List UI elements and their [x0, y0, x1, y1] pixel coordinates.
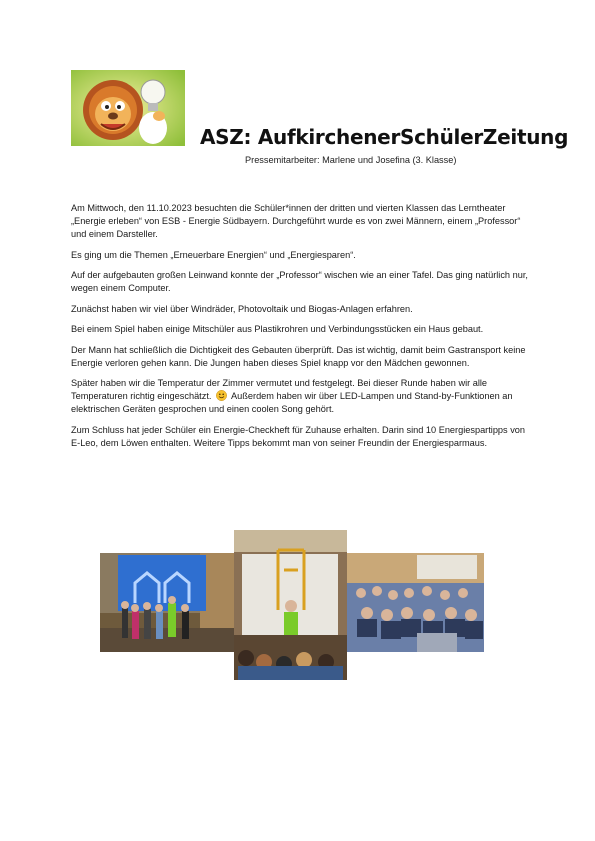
paragraph-temperature — [71, 377, 531, 416]
smiley-icon — [216, 390, 227, 401]
paragraph-text: Außerdem haben wir über LED-Lampen und Stand-by-Funktionen an elektrischen Geräten gesprochen und einen coolen Song gehört. — [71, 391, 513, 415]
paragraph: Am Mittwoch, den 11.10.2023 besuchten die Schüler*innen der dritten und vierten Klassen das Lerntheater „Energie erleben“ von ESB - Energie Südbayern. Durchgeführt wurde es von zwei Männern, einem „Professor“ und einem Darsteller. — [71, 203, 521, 240]
paragraph: Es ging um die Themen „Erneuerbare Energien“ und „Energiesparen“. — [71, 249, 356, 260]
photo-audience-students — [347, 553, 484, 652]
paragraph-text: Später haben wir die Temperatur der Zimmer vermutet und festgelegt. Bei dieser Runde haben wir alle Temperaturen richtig eingeschätzt. — [71, 378, 488, 402]
paragraph: Auf der aufgebauten großen Leinwand konnte der „Professor“ wischen wie an einer Tafel. Das ging natürlich nur, wegen einem Computer. — [71, 270, 528, 294]
photo-performer-with-pipes — [234, 530, 347, 680]
paragraph: Der Mann hat schließlich die Dichtigkeit des Gebauten überprüft. Das ist wichtig, damit beim Gastransport keine Energie verloren gehen kann. Die Jungen haben dieses Spiel knapp vor den Mädchen gewonnen. — [71, 344, 526, 368]
paragraph: Bei einem Spiel haben einige Mitschüler aus Plastikrohren und Verbindungsstücken ein Haus gebaut. — [71, 324, 484, 335]
photo-presentation-screen — [100, 553, 234, 652]
article-body — [71, 202, 531, 458]
byline: Pressemitarbeiter: Marlene und Josefina (3. Klasse) — [245, 155, 457, 165]
paragraph: Zunächst haben wir viel über Windräder, Photovoltaik und Biogas-Anlagen erfahren. — [71, 303, 413, 314]
lion-mascot-logo — [71, 70, 185, 146]
page-title: ASZ: AufkirchenerSchülerZeitung — [200, 125, 569, 149]
paragraph: Zum Schluss hat jeder Schüler ein Energie-Checkheft für Zuhause erhalten. Darin sind 10 Energiespartipps von E-Leo, dem Löwen enthalten. Weitere Tipps bekommt man von seiner Freundin der Energiesparmaus. — [71, 424, 526, 449]
